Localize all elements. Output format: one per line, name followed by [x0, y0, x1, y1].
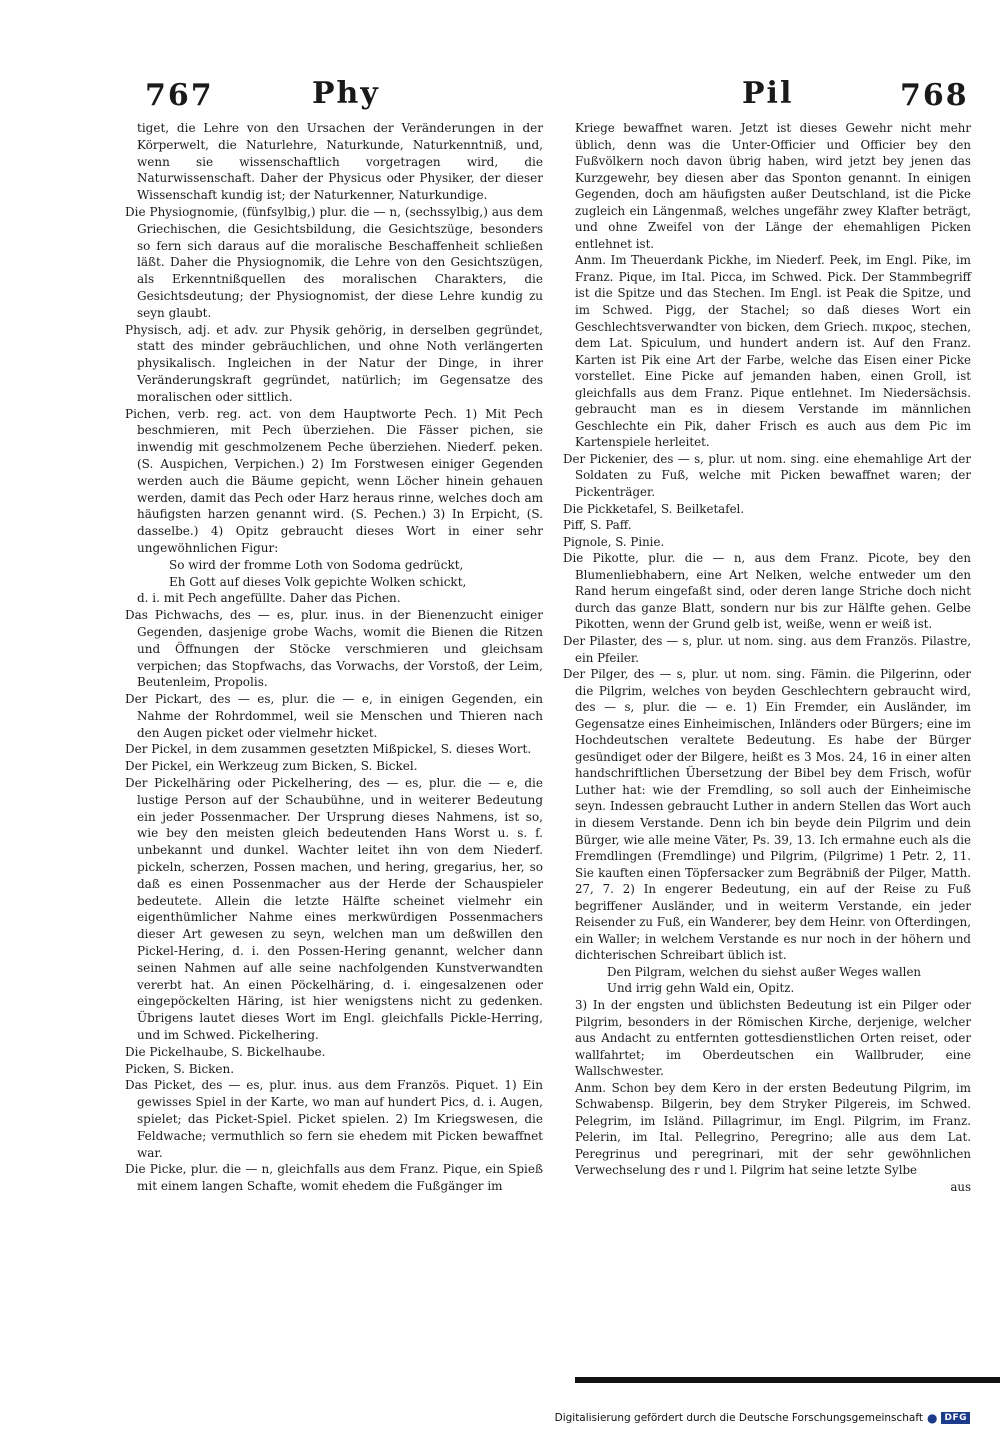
right-column-paragraph: Der Pilaster, des — s, plur. ut nom. sing. aus dem Französ. Pilastre, ein Pfeiler. — [563, 633, 971, 665]
right-column-paragraph: Und irrig gehn Wald ein, Opitz. — [607, 981, 795, 996]
left-column-paragraph: Die Pickelhaube, S. Bickelhaube. — [125, 1044, 326, 1059]
left-column-paragraph: Der Pickel, ein Werkzeug zum Bicken, S. Bickel. — [125, 759, 418, 774]
right-column-paragraph: Pignole, S. Pinie. — [563, 534, 665, 549]
right-column-paragraph: Den Pilgram, welchen du siehst außer Weges wallen — [607, 964, 922, 979]
right-column-paragraph: Piff, S. Paff. — [563, 518, 632, 533]
dfg-logo: DFG — [941, 1412, 970, 1424]
left-column-paragraph: Der Pickel, in dem zusammen gesetzten Mißpickel, S. dieses Wort. — [125, 742, 532, 757]
right-column-paragraph: Anm. Im Theuerdank Pickhe, im Niederf. Peek, im Engl. Pike, im Franz. Pique, im Ital. Picca, im Schwed. Pick. Der Stammbegriff ist die Spitze und das Stechen. Im Engl. ist Peak die Spitze, und im Schwed. Pigg, der Stachel; so daß dieses Wort ein Geschlechtsverwandter von bicken, dem Griech. πικρος, stechen, dem Lat. Spiculum, und hundert andern ist. Auf den Franz. Karten ist Pik eine Art der Farbe, welche das Eisen einer Picke vorstellet. Eine Picke auf jemanden haben, einen Groll, ist gleichfalls aus dem Franz. Pique entlehnet. Im Niedersächsis. gebraucht man es in diesem Verstande im männlichen Geschlechte ein Pik, daher Frisch es auch aus dem Pic im Kartenspiele herleitet. — [575, 253, 971, 450]
left-column-paragraph: tiget, die Lehre von den Ursachen der Veränderungen in der Körperwelt, die Naturlehre, Naturkunde, Naturkenntniß, und, wenn sie wissenschaftlich vorgetragen wird, die Naturwissenschaft. Daher der Physicus oder Physiker, der dieser Wissenschaft kundig ist; der Naturkenner, Naturkundige. — [137, 121, 543, 203]
left-column-paragraph: Die Picke, plur. die — n, gleichfalls aus dem Franz. Pique, ein Spieß mit einem langen Schafte, womit ehedem die Fußgänger im — [125, 1162, 543, 1194]
left-column-paragraph: Picken, S. Bicken. — [125, 1061, 235, 1076]
right-column-paragraph: Anm. Schon bey dem Kero in der ersten Bedeutung Pilgrim, im Schwabensp. Bilgerin, bey dem Stryker Pilgereis, im Schwed. Pelegrim, im Isländ. Pillagrimur, im Engl. Pilgrim, im Franz. Pelerin, im Ital. Pellegrino, Peregrino; alle aus dem Lat. Peregrinus und peregrinari, mit der sehr gewöhnlichen Verwechselung des r und l. Pilgrim hat seine letzte Sylbe — [575, 1080, 971, 1178]
right-column-paragraph: Der Pilger, des — s, plur. ut nom. sing. Fämin. die Pilgerinn, oder die Pilgrim, welches von beyden Geschlechtern gebraucht wird, des — s, plur. die — e. 1) Ein Fremder, ein Ausländer, im Gegensatze eines Einheimischen, Inländers oder Bürgers; eine im Hochdeutschen veraltete Bedeutung. Es habe der Bürger gesündiget oder der Bilgere, heißt es 3 Mos. 24, 16 in einer alten handschriftlichen Übersetzung der Bibel bey dem Frisch, wofür Luther hat: wie der Fremdling, so soll auch der Einheimische seyn. Indessen gebraucht Luther in andern Stellen das Wort auch in diesem Verstande. Denn ich bin beyde dein Pilgrim und dein Bürger, wie alle meine Väter, Ps. 39, 13. Ich ermahne euch als die Fremdlingen (Fremdlinge) und Pilgrim, (Pilgrime) 1 Petr. 2, 11. Sie kauften einen Töpfersacker zum Begräbniß der Pilger, Matth. 27, 7. 2) In engerer Bedeutung, ein auf der Reise zu Fuß begriffener Ausländer, und in weiterm Verstande, ein jeder Reisender zu Fuß, ein Wanderer, bey dem Heinr. von Ofterdingen, ein Waller; in welchem Verstande es nur noch in der höhern und dichterischen Schreibart üblich ist. — [563, 667, 971, 963]
bottom-rule — [575, 1377, 1000, 1383]
page-number-left: 767 — [145, 78, 214, 113]
right-column-paragraph: Die Pikotte, plur. die — n, aus dem Franz. Picote, bey den Blumenliebhabern, eine Art Nelken, welche entweder um den Rand herum eingefaßt sind, oder deren lange Striche doch nicht durch das ganze Blatt, sondern nur bis zur Hälfte gehen. Gelbe Pikotten, wenn der Grund gelb ist, weiße, wenn er weiß ist. — [563, 551, 971, 632]
left-column — [125, 120, 543, 1195]
right-column-paragraph: aus — [950, 1180, 971, 1194]
left-column-paragraph: Physisch, adj. et adv. zur Physik gehörig, in derselben gegründet, statt des minder gebräuchlichen, und ohne Noth verlängerten physikalisch. Ingleichen in der Natur der Dinge, in ihrer Veränderungskraft gegründet, natürlich; im Gegensatze des moralischen oder sittlich. — [125, 322, 543, 404]
page-number-right: 768 — [900, 78, 969, 113]
running-head-right: Pil — [742, 76, 794, 111]
left-column-paragraph: Eh Gott auf dieses Volk gepichte Wolken schickt, — [169, 574, 467, 589]
right-column-paragraph: 3) In der engsten und üblichsten Bedeutung ist ein Pilger oder Pilgrim, besonders in der Römischen Kirche, derjenige, welcher aus Andacht zu entfernten gottesdienstlichen Orten reiset, oder wallfahrtet; im Oberdeutschen ein Wallbruder, eine Wallschwester. — [575, 997, 971, 1079]
running-head-left: Phy — [312, 76, 380, 111]
right-column-paragraph: Die Pickketafel, S. Beilketafel. — [563, 501, 745, 516]
dfg-dot-icon: ● — [927, 1411, 938, 1425]
left-column-paragraph: Das Picket, des — es, plur. inus. aus dem Französ. Piquet. 1) Ein gewisses Spiel in der Karte, wo man auf hundert Pics, d. i. Augen, spielet; das Picket-Spiel. Picket spielen. 2) Im Kriegswesen, die Feldwache; vermuthlich so fern sie ehedem mit Picken bewaffnet war. — [125, 1078, 543, 1160]
left-column-paragraph: d. i. mit Pech angefüllte. Daher das Pichen. — [137, 591, 401, 606]
credit-text: Digitalisierung gefördert durch die Deutsche Forschungsgemeinschaft — [554, 1412, 923, 1424]
left-column-paragraph: Pichen, verb. reg. act. von dem Hauptworte Pech. 1) Mit Pech beschmieren, mit Pech überziehen. Die Fässer pichen, sie inwendig mit geschmolzenem Peche überziehen. Niederf. peken. (S. Auspichen, Verpichen.) 2) Im Forstwesen einiger Gegenden werden auch die Bäume gepicht, wenn Löcher hinein gehauen werden, damit das Pech oder Harz heraus rinne, welches doch am häufigsten harzen genannt wird. (S. Pechen.) 3) In Erpicht, (S. dasselbe.) 4) Opitz gebraucht dieses Wort in einer sehr ungewöhnlichen Figur: — [125, 406, 543, 555]
left-column-paragraph: Der Pickelhäring oder Pickelhering, des — es, plur. die — e, die lustige Person auf der Schaubühne, und in weiterer Bedeutung ein jeder Possenmacher. Der Ursprung dieses Nahmens, ist so, wie bey den meisten gleich bedeutenden Hans Worst u. s. f. unbekannt und dunkel. Wachter leitet ihn von dem Niederf. pickeln, scherzen, Possen machen, und hering, gregarius, her, so daß es einen Possenmacher aus der Herde der Schauspieler bedeutete. Allein die letzte Hälfte scheinet vielmehr ein eigenthümlicher Nahme eines merkwürdigen Possenmachers dieser Art gewesen zu seyn, welchen man um deßwillen den Pickel-Hering, d. i. den Possen-Hering genannt, welcher dann seinen Nahmen auf alle seine nachfolgenden Kunstverwandten vererbt hat. An einen Pöckelhäring, d. i. eingesalzenen oder eingepöckelten Häring, ist hier wenigstens nicht zu gedenken. Übrigens lautet dieses Wort im Engl. gleichfalls Pickle-Herring, und im Schwed. Pickelhering. — [125, 776, 543, 1043]
left-column-paragraph: Die Physiognomie, (fünfsylbig,) plur. die — n, (sechssylbig,) aus dem Griechischen, die Gesichtsbildung, die Gesichtszüge, besonders so fern sich daraus auf die moralische Beschaffenheit schließen läßt. Daher die Physiognomik, die Lehre von den Gesichtszügen, als Erkenntnißquellen des moralischen Charakters, die Gesichtsdeutung; der Physiognomist, der diese Lehre kundig zu seyn glaubt. — [125, 204, 543, 320]
right-column-paragraph: Der Pickenier, des — s, plur. ut nom. sing. eine ehemahlige Art der Soldaten zu Fuß, welche mit Picken bewaffnet waren; der Pickenträger. — [563, 451, 971, 500]
digitization-credit — [555, 1411, 970, 1425]
right-column-paragraph: Kriege bewaffnet waren. Jetzt ist dieses Gewehr nicht mehr üblich, denn was die Unter-Officier und Officier bey den Fußvölkern noch davon übrig haben, wird jetzt bey jenen das Kurzgewehr, bey diesen aber das Sponton genannt. In einigen Gegenden, doch am häufigsten außer Deutschland, ist die Picke zugleich ein Längenmaß, welches ungefähr zwey Klafter beträgt, und ohne Zweifel von der Länge der ehemahligen Picken entlehnet ist. — [575, 121, 971, 251]
right-column — [563, 120, 971, 1196]
left-column-paragraph: Das Pichwachs, des — es, plur. inus. in der Bienenzucht einiger Gegenden, dasjenige grobe Wachs, womit die Bienen die Ritzen und Öffnungen der Stöcke verschmieren und gleichsam verpichen; das Stopfwachs, das Vorwachs, der Vorstoß, der Leim, Beutenleim, Propolis. — [125, 608, 543, 690]
left-column-paragraph: So wird der fromme Loth von Sodoma gedrückt, — [169, 557, 464, 572]
left-column-paragraph: Der Pickart, des — es, plur. die — e, in einigen Gegenden, ein Nahme der Rohrdommel, weil sie Menschen und Thieren nach den Augen picket oder vielmehr hicket. — [125, 692, 543, 740]
